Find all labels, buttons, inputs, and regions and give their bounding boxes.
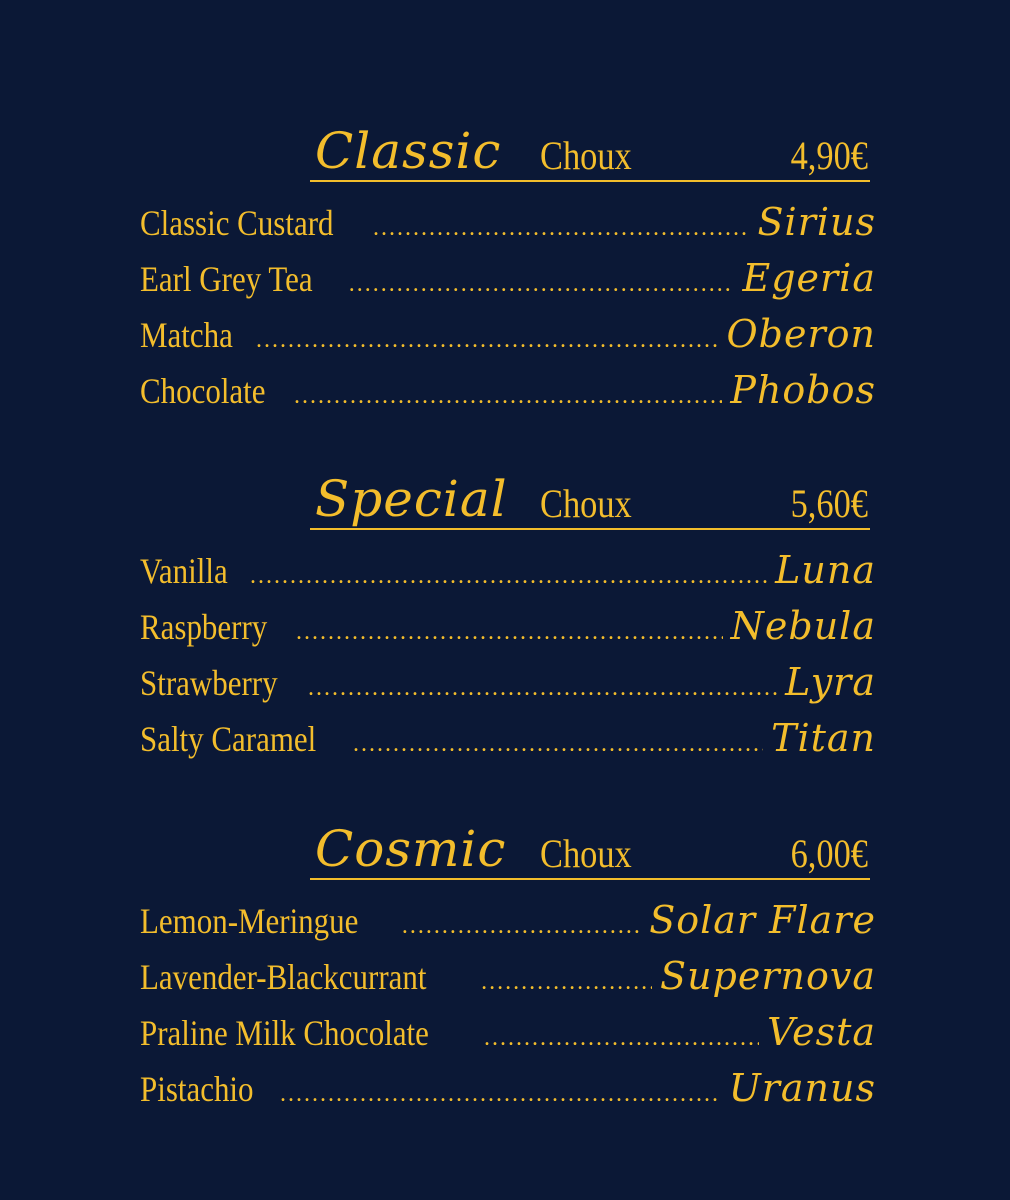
section-title-word: Choux [540, 481, 632, 526]
item-flavor: Classic Custard [140, 203, 334, 243]
dot-leader [484, 1025, 759, 1052]
item-codename: Luna [775, 548, 876, 592]
menu-section-special [140, 450, 880, 772]
dot-leader [294, 383, 722, 410]
item-flavor: Earl Grey Tea [140, 259, 313, 299]
item-codename: Lyra [785, 660, 876, 704]
section-header [140, 800, 880, 880]
section-header [140, 450, 880, 530]
item-codename: Oberon [726, 312, 876, 356]
item-codename: Nebula [730, 604, 876, 648]
header-underline [310, 528, 870, 530]
section-price: 4,90€ [790, 133, 868, 178]
item-codename: Sirius [757, 200, 876, 244]
dot-leader [296, 619, 723, 646]
item-flavor: Salty Caramel [140, 719, 317, 759]
section-title-script: Cosmic [315, 820, 507, 878]
section-header [140, 102, 880, 182]
list-item [140, 604, 880, 660]
list-item [140, 256, 880, 312]
menu-section-classic [140, 102, 880, 424]
item-flavor: Lavender-Blackcurrant [140, 957, 427, 997]
item-list [140, 200, 880, 424]
item-flavor: Chocolate [140, 371, 266, 411]
header-underline [310, 180, 870, 182]
item-codename: Uranus [728, 1066, 876, 1110]
list-item [140, 716, 880, 772]
list-item [140, 660, 880, 716]
item-list [140, 898, 880, 1122]
section-title-script: Special [315, 470, 508, 528]
dot-leader [250, 563, 767, 590]
section-title-word: Choux [540, 133, 632, 178]
item-list [140, 548, 880, 772]
dot-leader [349, 271, 735, 298]
list-item [140, 1010, 880, 1066]
item-flavor: Pistachio [140, 1069, 254, 1109]
item-flavor: Vanilla [140, 551, 228, 591]
item-codename: Phobos [730, 368, 876, 412]
list-item [140, 1066, 880, 1122]
section-title-word: Choux [540, 831, 632, 876]
list-item [140, 954, 880, 1010]
dot-leader [353, 731, 763, 758]
item-flavor: Lemon-Meringue [140, 901, 359, 941]
section-price: 6,00€ [790, 831, 868, 876]
item-codename: Titan [771, 716, 876, 760]
header-underline [310, 878, 870, 880]
item-flavor: Strawberry [140, 663, 278, 703]
dot-leader [280, 1081, 721, 1108]
list-item [140, 312, 880, 368]
item-codename: Supernova [660, 954, 876, 998]
section-price: 5,60€ [790, 481, 868, 526]
section-title-script: Classic [315, 122, 502, 180]
dot-leader [308, 675, 777, 702]
list-item [140, 368, 880, 424]
menu-section-cosmic [140, 800, 880, 1122]
dot-leader [481, 969, 652, 996]
list-item [140, 548, 880, 604]
item-codename: Egeria [742, 256, 876, 300]
list-item [140, 898, 880, 954]
dot-leader [256, 327, 719, 354]
dot-leader [373, 215, 750, 242]
list-item [140, 200, 880, 256]
item-flavor: Praline Milk Chocolate [140, 1013, 429, 1053]
item-codename: Solar Flare [649, 898, 876, 942]
item-flavor: Raspberry [140, 607, 268, 647]
dot-leader [402, 913, 641, 940]
item-flavor: Matcha [140, 315, 233, 355]
item-codename: Vesta [767, 1010, 876, 1054]
